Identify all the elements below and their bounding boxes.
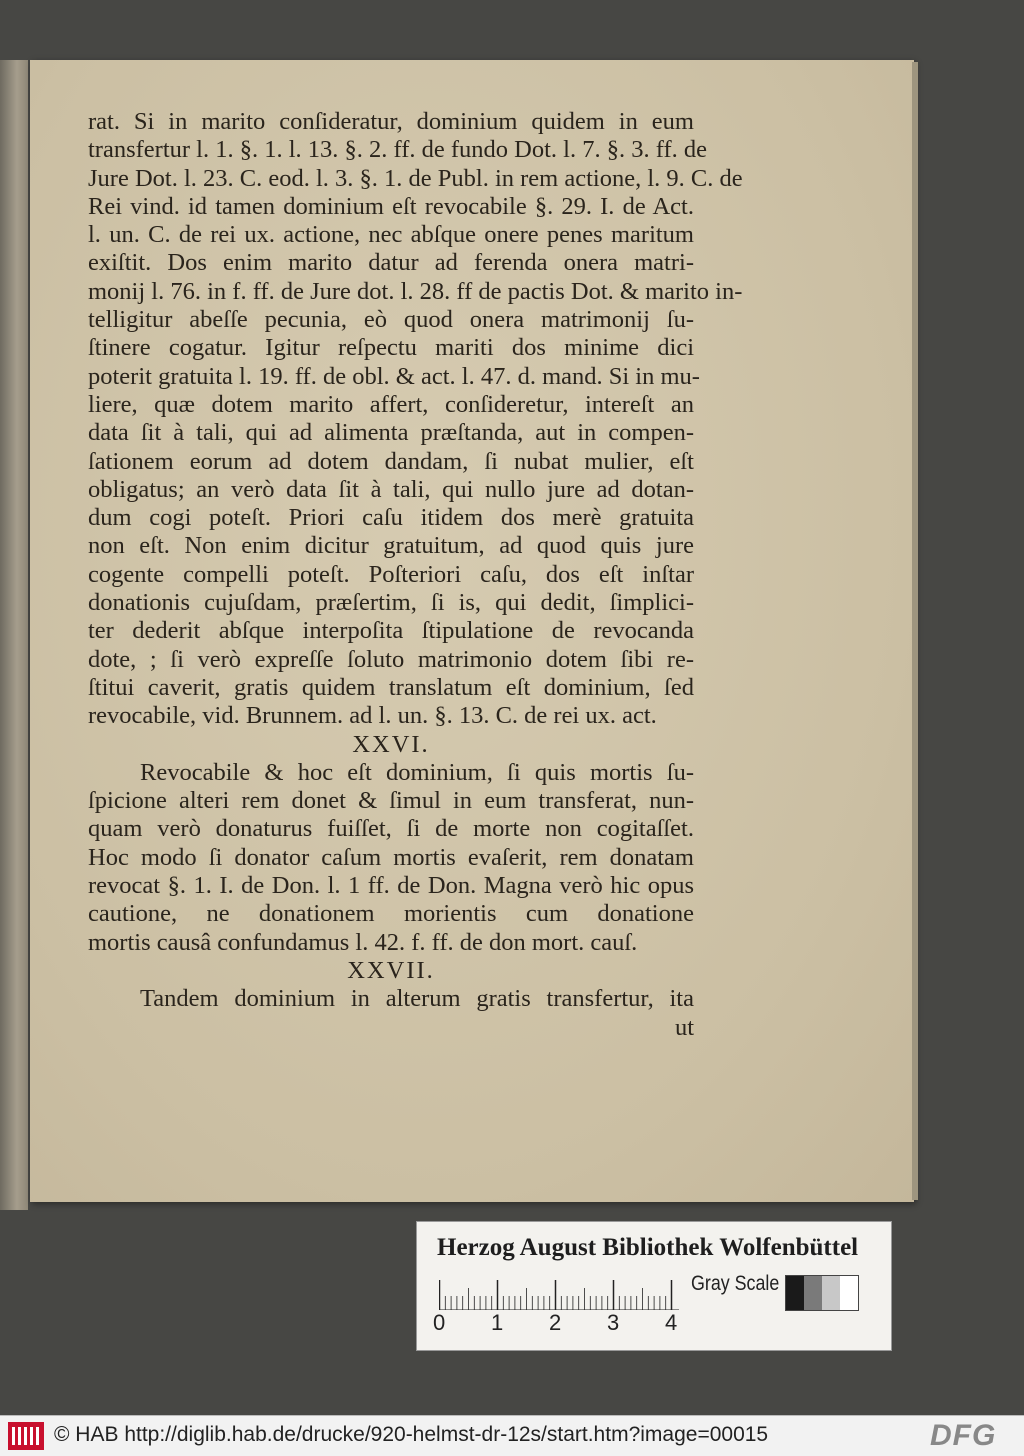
ruler-number: 2 — [549, 1310, 562, 1335]
text-line: liere, quæ dotem marito affert, conſideretur, intereſt an — [88, 390, 694, 418]
text-line: obligatus; an verò data ſit à tali, qui nullo jure ad dotan- — [88, 475, 694, 503]
text-line: quam verò donaturus fuiſſet, ſi de morte non cogitaſſet. — [88, 815, 694, 843]
copyright-url[interactable]: © HAB http://diglib.hab.de/drucke/920-helmst-dr-12s/start.htm?image=00015 — [54, 1423, 769, 1446]
text-line: Rei vind. id tamen dominium eſt revocabile §. 29. I. de Act. — [88, 192, 694, 220]
text-line: data ſit à tali, qui ad alimenta præſtanda, aut in compen- — [88, 419, 694, 447]
catchword: ut — [674, 1013, 694, 1041]
ruler-numbers — [433, 1310, 703, 1340]
library-name: Herzog August Bibliothek Wolfenbüttel — [437, 1234, 859, 1261]
section-heading: XXVII. — [347, 956, 435, 984]
text-line: Hoc modo ſi donator caſum mortis evaſerit, rem donatam — [88, 843, 694, 871]
text-line: monij l. 76. in f. ff. de Jure dot. l. 28. ff de pactis Dot. & marito in- — [88, 277, 743, 305]
hab-logo-icon — [8, 1422, 44, 1450]
page-right-edge — [912, 62, 918, 1200]
text-line: Revocabile & hoc eſt dominium, ſi quis mortis ſu- — [140, 758, 694, 786]
text-line: poterit gratuita l. 19. ff. de obl. & act. l. 47. d. mand. Si in mu- — [88, 362, 700, 390]
ruler-number: 4 — [665, 1310, 678, 1335]
text-line: transfertur l. 1. §. 1. l. 13. §. 2. ff. de fundo Dot. l. 7. §. 3. ff. de — [88, 136, 707, 164]
text-line: donationis cujuſdam, præſertim, ſi is, qui dedit, ſimplici- — [88, 589, 694, 617]
text-line: cautione, ne donationem morientis cum donatione — [88, 900, 694, 928]
footer-bar — [0, 1415, 1024, 1456]
text-line: ter dederit abſque interpoſita ſtipulatione de revocanda — [88, 617, 694, 645]
text-line: revocat §. 1. I. de Don. l. 1 ff. de Don. Magna verò hic opus — [88, 872, 694, 900]
centimeter-ruler — [439, 1274, 679, 1310]
text-line: revocabile, vid. Brunnem. ad l. un. §. 13. C. de rei ux. act. — [88, 702, 657, 730]
text-line: rat. Si in marito conſideratur, dominium quidem in eum — [88, 108, 694, 135]
text-line: exiſtit. Dos enim marito datur ad ferenda onera matri- — [88, 249, 694, 277]
section-heading: XXVI. — [352, 730, 430, 758]
page-text — [88, 108, 743, 1042]
text-line: ſpicione alteri rem donet & ſimul in eum transferat, nun- — [88, 787, 694, 815]
gray-swatch — [786, 1276, 804, 1310]
dfg-logo: DFG — [930, 1419, 997, 1452]
text-line: ſtitui caverit, gratis quidem translatum eſt dominium, ſed — [88, 673, 694, 701]
text-line: telligitur abeſſe pecunia, eò quod onera matrimonij ſu- — [88, 306, 694, 334]
text-line: non eſt. Non enim dicitur gratuitum, ad quod quis jure — [88, 532, 694, 560]
text-line: dum cogi poteſt. Priori caſu itidem dos merè gratuita — [88, 504, 694, 532]
ruler-number: 1 — [491, 1310, 504, 1335]
gray-scale-swatches — [785, 1275, 859, 1311]
text-line: Jure Dot. l. 23. C. eod. l. 3. §. 1. de Publ. in rem actione, l. 9. C. de — [88, 164, 743, 192]
gray-scale-label: Gray Scale — [691, 1272, 780, 1295]
text-line: Tandem dominium in alterum gratis transfertur, ita — [140, 985, 694, 1013]
text-line: l. un. C. de rei ux. actione, nec abſque onere penes maritum — [88, 221, 694, 249]
ruler-number: 3 — [607, 1310, 620, 1335]
color-reference-card — [416, 1221, 892, 1351]
text-line: dote, ; ſi verò expreſſe ſoluto matrimonio dotem ſibi re- — [88, 645, 694, 673]
text-line: ſationem eorum ad dotem dandam, ſi nubat mulier, eſt — [88, 447, 694, 475]
previous-page-edge — [0, 60, 28, 1210]
text-line: ſtinere cogatur. Igitur reſpectu mariti dos minime dici — [88, 334, 694, 362]
text-line: mortis causâ confundamus l. 42. f. ff. de don mort. cauſ. — [88, 928, 638, 956]
gray-swatch — [822, 1276, 840, 1310]
gray-swatch — [840, 1276, 858, 1310]
ruler-number: 0 — [433, 1310, 446, 1335]
text-line: cogente compelli poteſt. Poſteriori caſu, dos eſt inſtar — [88, 560, 694, 588]
gray-swatch — [804, 1276, 822, 1310]
